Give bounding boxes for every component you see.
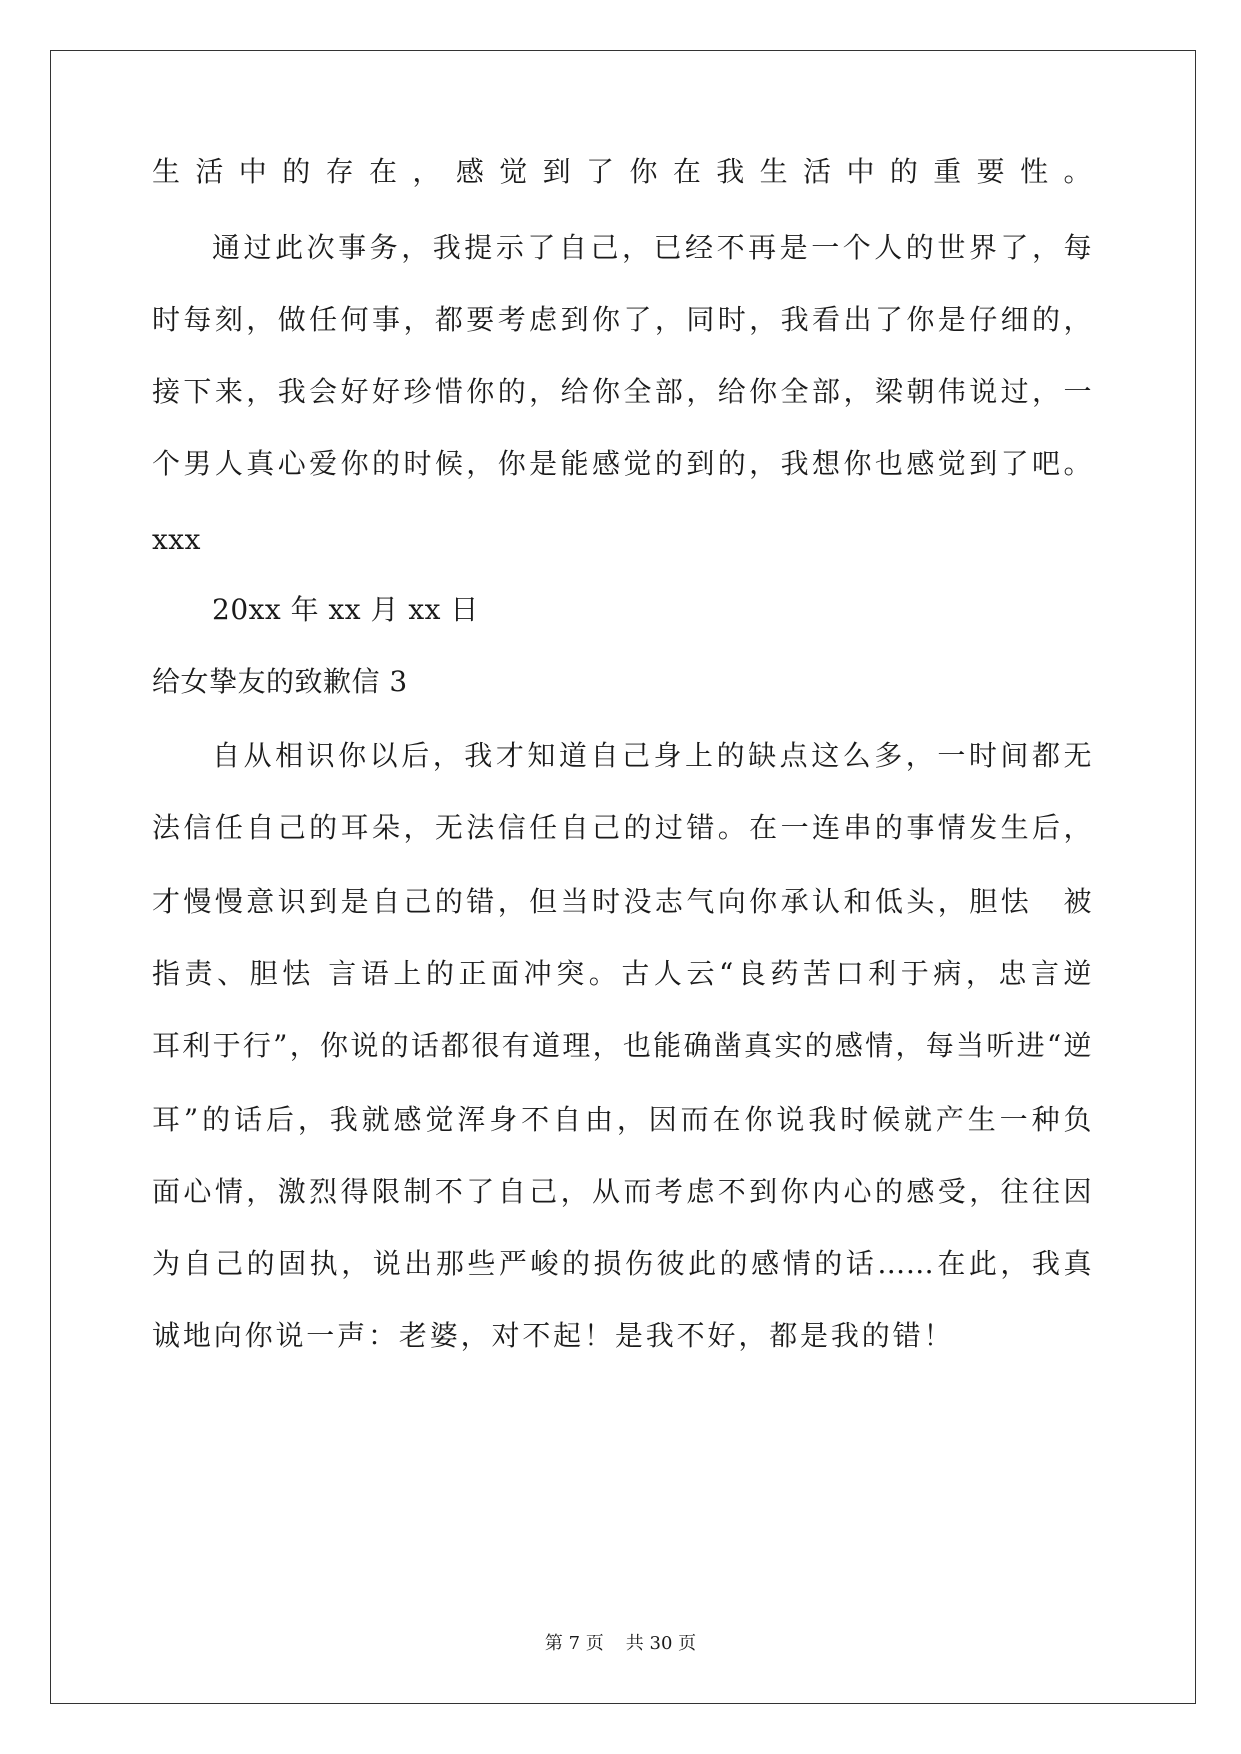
body-line-1: 生活中的存在，感觉到了你在我生活中的重要性。 bbox=[152, 155, 1092, 188]
body-line-3: 时每刻，做任何事，都要考虑到你了，同时，我看出了你是仔细的， bbox=[152, 303, 1092, 336]
page-border bbox=[50, 50, 1196, 1704]
body-line-4: 接下来，我会好好珍惜你的，给你全部，给你全部，梁朝伟说过，一 bbox=[152, 375, 1092, 408]
body-line-15: 面心情，激烈得限制不了自己，从而考虑不到你内心的感受，往往因 bbox=[152, 1175, 1092, 1208]
body-line-12: 指责、胆怯 言语上的正面冲突。古人云“良药苦口利于病，忠言逆 bbox=[152, 957, 1092, 990]
section-heading: 给女挚友的致歉信 3 bbox=[152, 665, 408, 698]
page-number: 第 7 页 bbox=[544, 1633, 604, 1654]
body-line-2: 通过此次事务，我提示了自己，已经不再是一个人的世界了，每 bbox=[212, 231, 1092, 264]
body-line-5: 个男人真心爱你的时候，你是能感觉的到的，我想你也感觉到了吧。 bbox=[152, 447, 1092, 480]
body-line-13: 耳利于行”，你说的话都很有道理，也能确凿真实的感情，每当听进“逆 bbox=[152, 1029, 1092, 1062]
signature: xxx bbox=[152, 523, 201, 556]
total-pages: 共 30 页 bbox=[625, 1633, 697, 1654]
page-footer bbox=[0, 1632, 1241, 1656]
body-line-9: 自从相识你以后，我才知道自己身上的缺点这么多，一时间都无 bbox=[212, 739, 1092, 772]
body-line-14: 耳”的话后，我就感觉浑身不自由，因而在你说我时候就产生一种负 bbox=[152, 1103, 1092, 1136]
date-line: 20xx 年 xx 月 xx 日 bbox=[212, 593, 479, 626]
body-line-16: 为自己的固执，说出那些严峻的损伤彼此的感情的话……在此，我真 bbox=[152, 1247, 1092, 1280]
body-line-11: 才慢慢意识到是自己的错，但当时没志气向你承认和低头，胆怯 被 bbox=[152, 885, 1092, 918]
body-line-17: 诚地向你说一声：老婆，对不起！是我不好，都是我的错！ bbox=[152, 1319, 952, 1352]
body-line-10: 法信任自己的耳朵，无法信任自己的过错。在一连串的事情发生后， bbox=[152, 811, 1092, 844]
